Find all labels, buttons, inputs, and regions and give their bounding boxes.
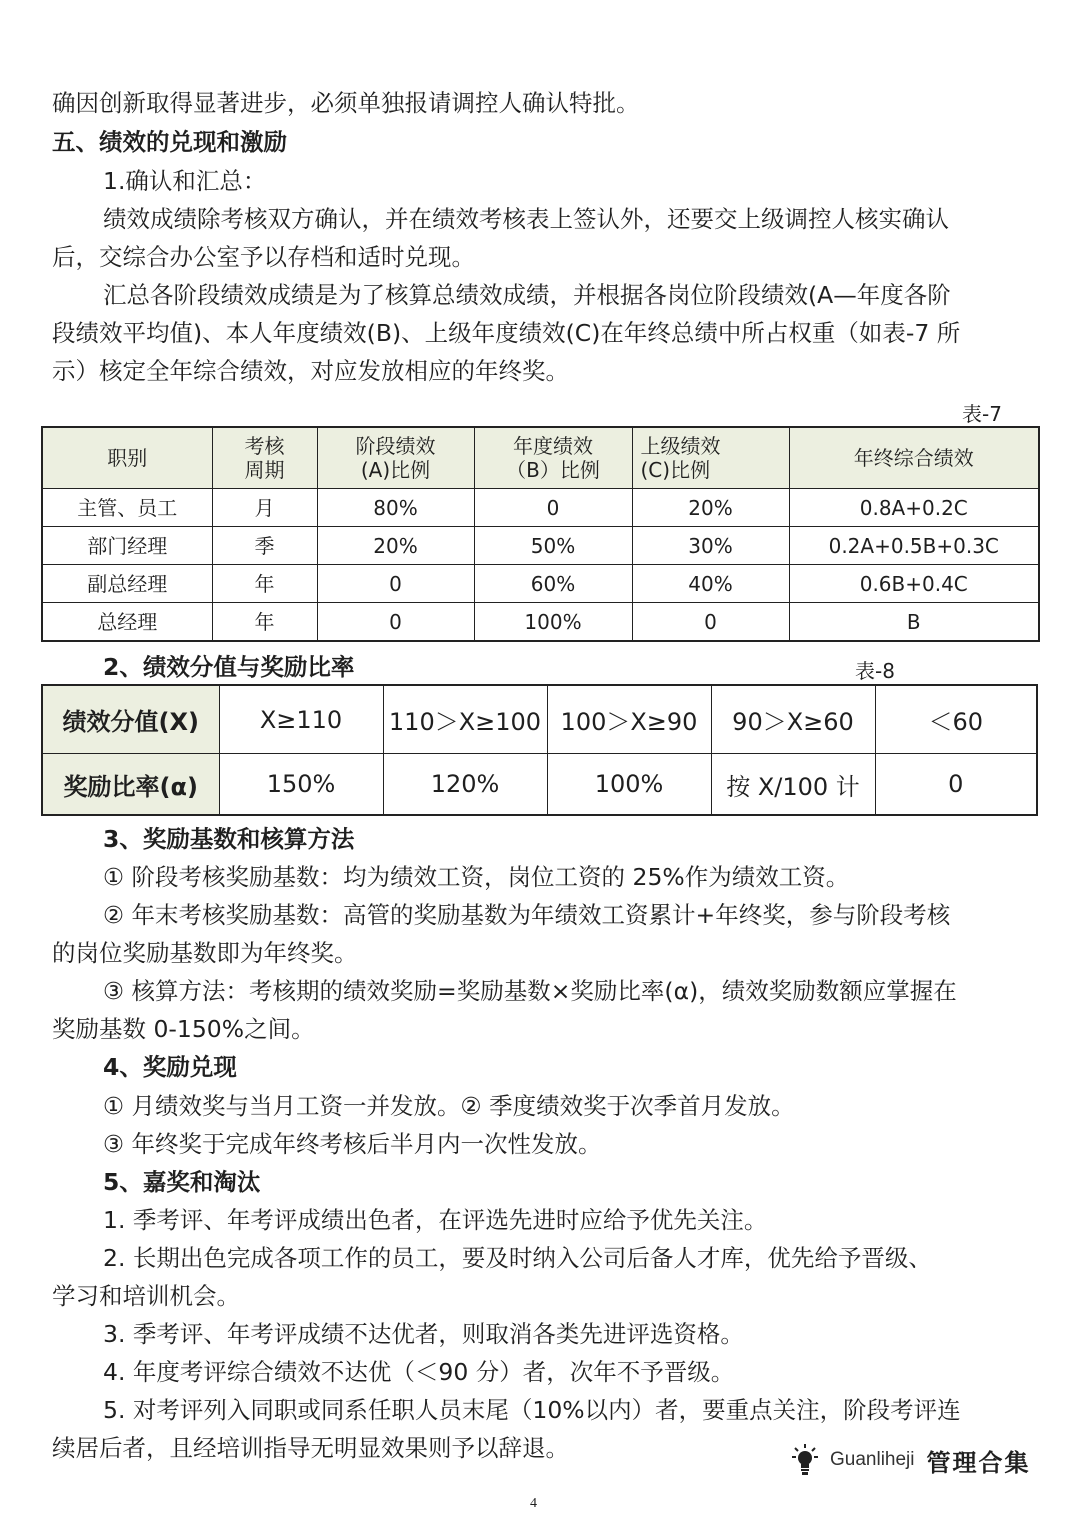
table-cell: 110＞X≥100 (383, 685, 547, 754)
table-cell: 0.6B+0.4C (789, 565, 1039, 603)
header-cell: 上级绩效 (C)比例 (632, 427, 789, 489)
table-cell: 90＞X≥60 (711, 685, 875, 754)
table-cell: 0 (317, 565, 474, 603)
paragraph-line: 汇总各阶段绩效成绩是为了核算总绩效成绩，并根据各岗位阶段绩效(A—年度各阶 (103, 281, 951, 309)
table-cell: 0.2A+0.5B+0.3C (789, 527, 1039, 565)
header-cell: 职别 (42, 427, 212, 489)
logo-text-en: Guanliheji (830, 1449, 915, 1470)
table-cell: 100% (547, 754, 711, 816)
table-cell: 60% (474, 565, 632, 603)
paragraph-line: ② 年末考核奖励基数：高管的奖励基数为年绩效工资累计+年终奖，参与阶段考核 (103, 901, 951, 929)
paragraph-line: 5. 对考评列入同职或同系任职人员末尾（10%以内）者，要重点关注，阶段考评连 (103, 1396, 961, 1424)
subsection-heading: 5、嘉奖和淘汰 (103, 1168, 261, 1196)
row-label: 绩效分值(X) (42, 685, 219, 754)
table-row (42, 603, 1039, 642)
table-cell: X≥110 (219, 685, 383, 754)
paragraph-line: 2. 长期出色完成各项工作的员工，要及时纳入公司后备人才库，优先给予晋级、 (103, 1244, 932, 1272)
table-cell: 按 X/100 计 (711, 754, 875, 816)
table-cell: 部门经理 (42, 527, 212, 565)
table-cell: 0 (317, 603, 474, 642)
table-cell: 总经理 (42, 603, 212, 642)
table-cell: 100＞X≥90 (547, 685, 711, 754)
table8-caption: 表-8 (855, 659, 895, 683)
lightbulb-icon (792, 1443, 818, 1477)
table-cell: 0 (474, 489, 632, 527)
table-row (42, 565, 1039, 603)
table-cell: 副总经理 (42, 565, 212, 603)
paragraph-line: 1. 季考评、年考评成绩出色者，在评选先进时应给予优先关注。 (103, 1206, 768, 1234)
paragraph-line: 示）核定全年综合绩效，对应发放相应的年终奖。 (52, 357, 569, 385)
weight-table (41, 426, 1040, 642)
table-cell: 季 (212, 527, 317, 565)
subsection-heading: 1.确认和汇总： (103, 167, 267, 195)
table-cell: ＜60 (875, 685, 1037, 754)
table-cell: 年 (212, 603, 317, 642)
paragraph-line: 学习和培训机会。 (52, 1282, 240, 1310)
table-row (42, 685, 1037, 754)
table-cell: 20% (632, 489, 789, 527)
paragraph-line: 后，交综合办公室予以存档和适时兑现。 (52, 243, 475, 271)
subsection-heading: 3、奖励基数和核算方法 (103, 825, 355, 853)
header-cell: 考核 周期 (212, 427, 317, 489)
table-cell: 120% (383, 754, 547, 816)
table-cell: 0 (632, 603, 789, 642)
page-number: 4 (530, 1496, 537, 1511)
header-cell: 阶段绩效 (A)比例 (317, 427, 474, 489)
header-cell: 年终综合绩效 (789, 427, 1039, 489)
table-cell: 主管、员工 (42, 489, 212, 527)
table-row (42, 754, 1037, 816)
paragraph-line: 段绩效平均值)、本人年度绩效(B)、上级年度绩效(C)在年终总绩中所占权重（如表-7 所 (52, 319, 961, 347)
table-cell: 100% (474, 603, 632, 642)
table-cell: 20% (317, 527, 474, 565)
paragraph-line: ① 月绩效奖与当月工资一并发放。② 季度绩效奖于次季首月发放。 (103, 1092, 795, 1120)
table-cell: 80% (317, 489, 474, 527)
row-label: 奖励比率(α) (42, 754, 219, 816)
brand-logo (792, 1440, 1031, 1480)
paragraph-line: 的岗位奖励基数即为年终奖。 (52, 939, 358, 967)
table-cell: 30% (632, 527, 789, 565)
section-heading: 五、绩效的兑现和激励 (52, 128, 287, 156)
table-row (42, 527, 1039, 565)
table-cell: 月 (212, 489, 317, 527)
logo-text-cn: 管理合集 (926, 1447, 1031, 1477)
table-cell: 年 (212, 565, 317, 603)
paragraph-line: 绩效成绩除考核双方确认，并在绩效考核表上签认外，还要交上级调控人核实确认 (103, 205, 949, 233)
subsection-heading: 4、奖励兑现 (103, 1053, 237, 1081)
table7-caption: 表-7 (962, 402, 1002, 426)
paragraph-line: 确因创新取得显著进步，必须单独报请调控人确认特批。 (52, 89, 640, 117)
paragraph-line: 续居后者，且经培训指导无明显效果则予以辞退。 (52, 1434, 569, 1462)
table-row (42, 489, 1039, 527)
paragraph-line: 4. 年度考评综合绩效不达优（＜90 分）者，次年不予晋级。 (103, 1358, 735, 1386)
paragraph-line: 奖励基数 0-150%之间。 (52, 1015, 315, 1043)
paragraph-line: 3. 季考评、年考评成绩不达优者，则取消各类先进评选资格。 (103, 1320, 744, 1348)
header-cell: 年度绩效 （B）比例 (474, 427, 632, 489)
table-cell: 0 (875, 754, 1037, 816)
table-cell: 40% (632, 565, 789, 603)
table-cell: 50% (474, 527, 632, 565)
table-cell: 0.8A+0.2C (789, 489, 1039, 527)
subsection-heading: 2、绩效分值与奖励比率 (103, 653, 355, 681)
paragraph-line: ① 阶段考核奖励基数：均为绩效工资，岗位工资的 25%作为绩效工资。 (103, 863, 850, 891)
table-header-row (42, 427, 1039, 489)
paragraph-line: ③ 年终奖于完成年终考核后半月内一次性发放。 (103, 1130, 602, 1158)
paragraph-line: ③ 核算方法：考核期的绩效奖励=奖励基数×奖励比率(α)，绩效奖励数额应掌握在 (103, 977, 957, 1005)
reward-ratio-table (41, 684, 1038, 816)
table-cell: 150% (219, 754, 383, 816)
table-cell: B (789, 603, 1039, 642)
